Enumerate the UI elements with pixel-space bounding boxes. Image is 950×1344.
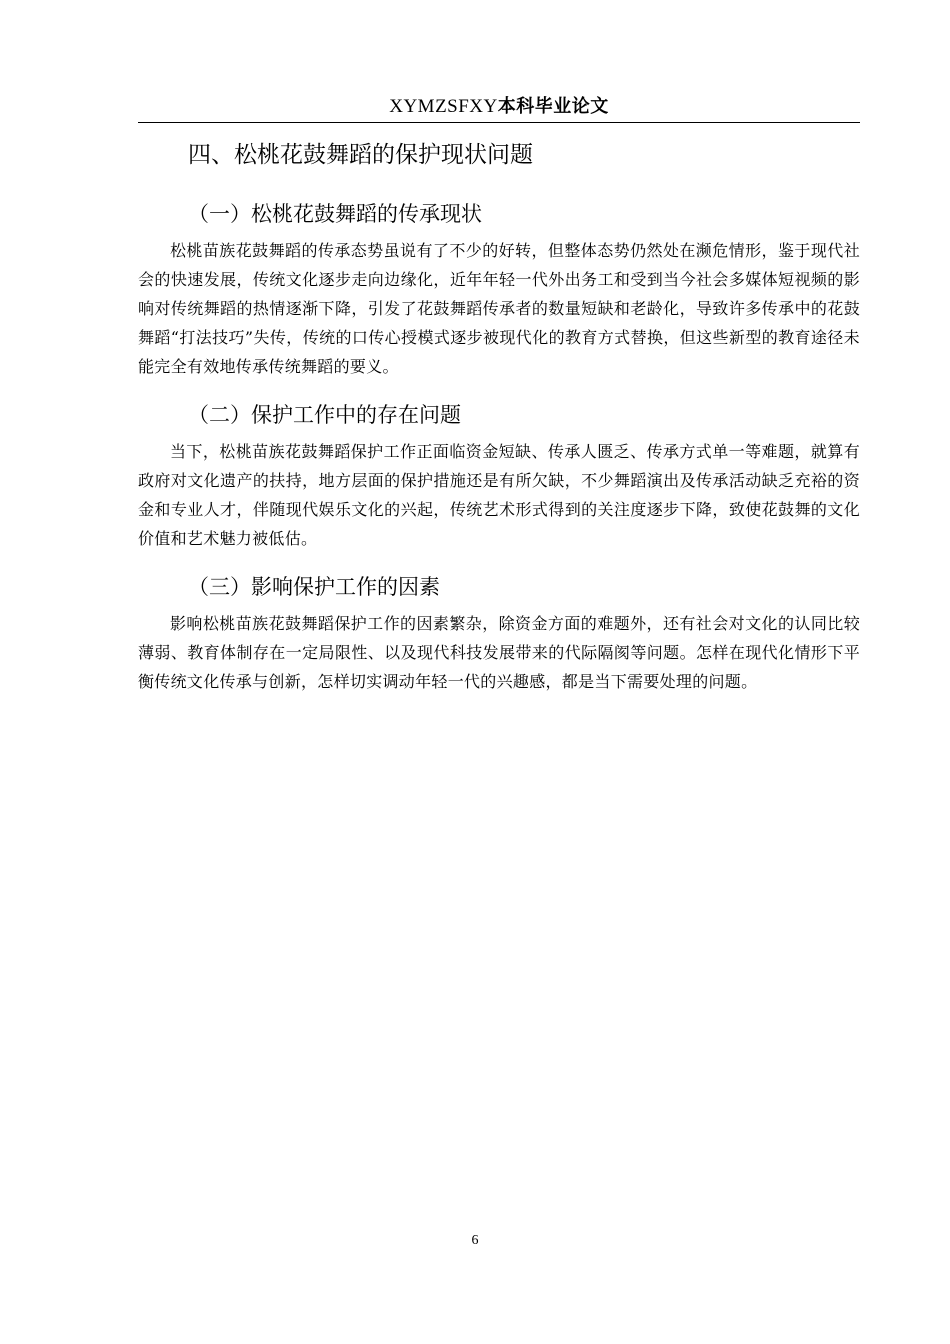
page-number: 6 bbox=[471, 1233, 479, 1248]
section-title-3: （三）影响保护工作的因素 bbox=[188, 575, 440, 599]
section-body-2: 当下，松桃苗族花鼓舞蹈保护工作正面临资金短缺、传承人匮乏、传承方式单一等难题，就算有政府对文化遗产的扶持，地方层面的保护措施还是有所欠缺，不少舞蹈演出及传承活动缺乏充裕的资金和专业人才，伴随现代娱乐文化的兴起，传统艺术形式得到的关注度逐步下降，致使花鼓舞的文化价值和艺术魅力被低估。 bbox=[138, 442, 860, 548]
section-body-3: 影响松桃苗族花鼓舞蹈保护工作的因素繁杂，除资金方面的难题外，还有社会对文化的认同比较薄弱、教育体制存在一定局限性、以及现代科技发展带来的代际隔阂等问题。怎样在现代化情形下平衡传统文化传承与创新，怎样切实调动年轻一代的兴趣感，都是当下需要处理的问题。 bbox=[138, 614, 860, 691]
section-body-1: 松桃苗族花鼓舞蹈的传承态势虽说有了不少的好转，但整体态势仍然处在濒危情形，鉴于现代社会的快速发展，传统文化逐步走向边缘化，近年年轻一代外出务工和受到当今社会多媒体短视频的影响对传统舞蹈的热情逐渐下降，引发了花鼓舞蹈传承者的数量短缺和老龄化，导致许多传承中的花鼓舞蹈“打法技巧”失传，传统的口传心授模式逐步被现代化的教育方式替换，但这些新型的教育途径未能完全有效地传承传统舞蹈的要义。 bbox=[138, 241, 860, 376]
document-body bbox=[138, 130, 860, 696]
page-header bbox=[138, 92, 860, 123]
chapter-title: 四、松桃花鼓舞蹈的保护现状问题 bbox=[188, 142, 533, 168]
section-title-2: （二）保护工作中的存在问题 bbox=[188, 403, 461, 427]
header-school-code: XYMZSFXY bbox=[389, 96, 498, 117]
header-thesis-label: 本科毕业论文 bbox=[497, 96, 609, 117]
section-title-1: （一）松桃花鼓舞蹈的传承现状 bbox=[188, 202, 482, 226]
